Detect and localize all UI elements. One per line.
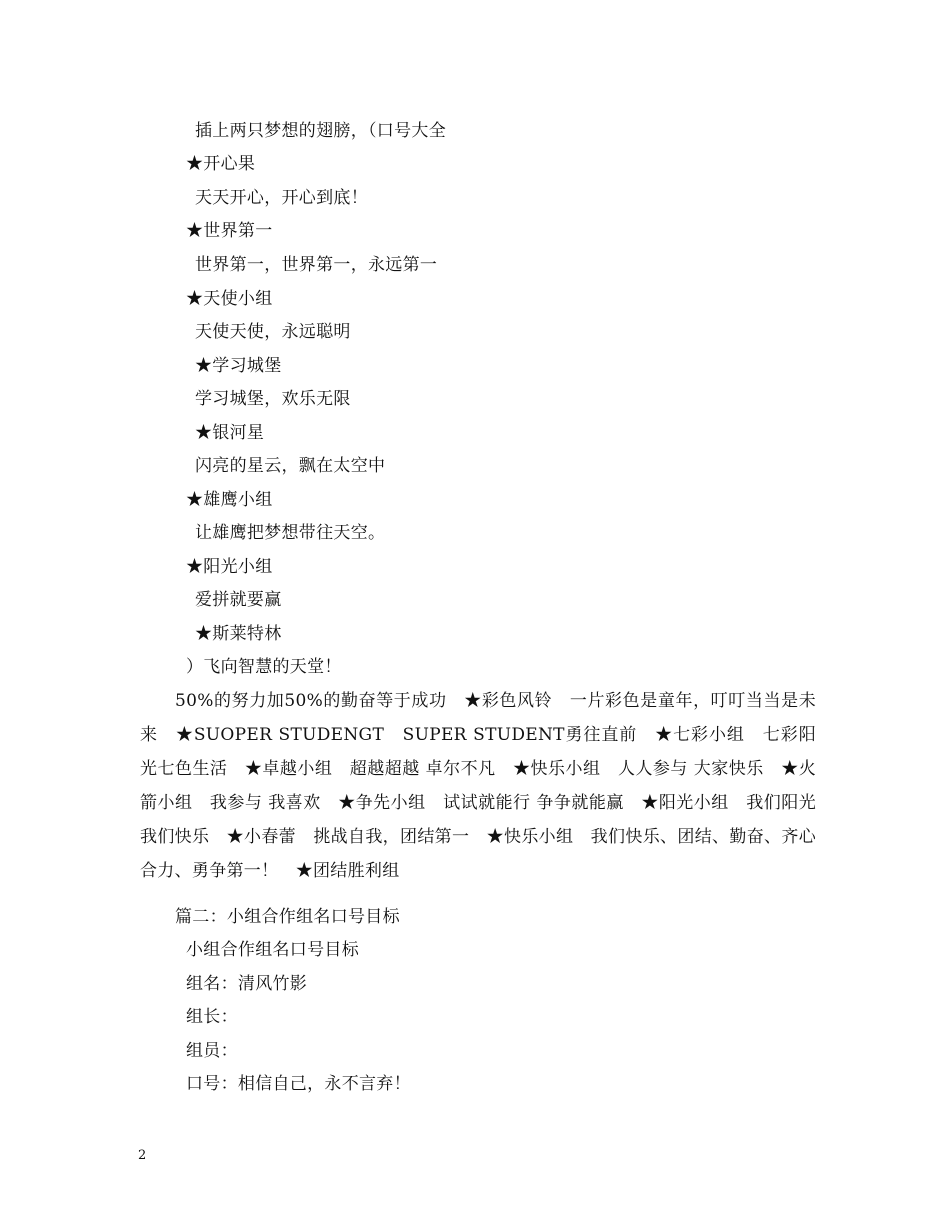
text-line: ）飞向智慧的天堂！ <box>186 657 342 677</box>
slogan-line: 学习城堡，欢乐无限 <box>195 389 351 409</box>
slogan-line: 闪亮的星云，飘在太空中 <box>195 456 386 476</box>
slogan-line: 让雄鹰把梦想带往天空。 <box>195 523 386 543</box>
group-slogan-field: 口号：相信自己，永不言弃！ <box>186 1074 411 1094</box>
slogan-line: 天天开心，开心到底！ <box>195 188 368 208</box>
group-name-field: 组名：清风竹影 <box>186 974 308 994</box>
text-line: 插上两只梦想的翅膀，（口号大全 <box>195 121 446 141</box>
group-name-line: ★阳光小组 <box>186 557 273 577</box>
group-leader-field: 组长： <box>186 1007 238 1027</box>
group-name-line: ★世界第一 <box>186 221 273 241</box>
slogan-line: 爱拼就要赢 <box>195 590 282 610</box>
group-name-line: ★开心果 <box>186 154 256 174</box>
slogan-line: 世界第一，世界第一，永远第一 <box>195 255 438 275</box>
group-name-line: ★天使小组 <box>186 289 273 309</box>
slogans-paragraph: 50%的努力加50%的勤奋等于成功 ★彩色风铃 一片彩色是童年，叮叮当当是未来 ★SUOPER STUDENGT SUPER STUDENT勇往直前 ★七彩小组 七彩阳光七色生活 ★卓越小组 超越超越 卓尔不凡 ★快乐小组 人人参与 大家快乐 ★火箭小组 我参与 我喜欢 ★争先小组 试试就能行 争争就能赢 ★阳光小组 我们阳光 我们快乐 ★小春蕾 挑战自我，团结第一 ★快乐小组 我们快乐、团结、勤奋、齐心合力、勇争第一！ ★团结胜利组 <box>140 691 816 881</box>
section-heading: 篇二：小组合作组名口号目标 <box>175 907 400 927</box>
group-name-line: ★银河星 <box>195 423 265 443</box>
section-subtitle: 小组合作组名口号目标 <box>186 940 359 960</box>
page-number: 2 <box>138 1148 147 1163</box>
group-name-line: ★学习城堡 <box>195 356 282 376</box>
group-name-line: ★雄鹰小组 <box>186 490 273 510</box>
group-members-field: 组员： <box>186 1041 238 1061</box>
slogan-line: 天使天使，永远聪明 <box>195 322 351 342</box>
group-name-line: ★斯莱特林 <box>195 624 282 644</box>
